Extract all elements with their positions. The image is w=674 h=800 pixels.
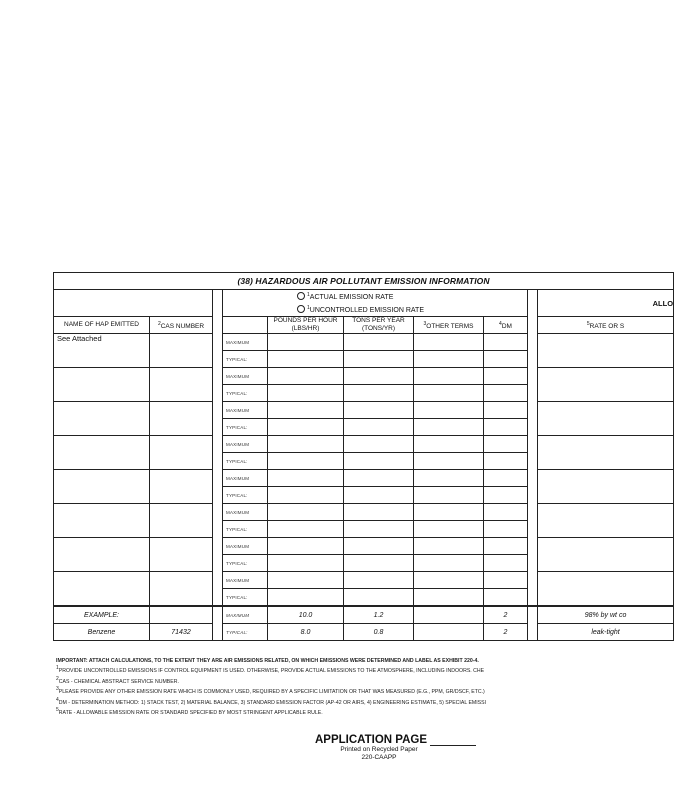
example-typ-tons: 0.8 <box>344 624 414 641</box>
cas-number-field[interactable] <box>150 504 213 538</box>
typ-other-field[interactable] <box>414 385 484 402</box>
radio-circle-icon[interactable] <box>297 305 305 313</box>
example-max-label: MAXIMUM <box>223 606 268 624</box>
typ-tons-field[interactable] <box>344 521 414 538</box>
example-label: EXAMPLE: <box>54 606 150 624</box>
max-lbs-field[interactable] <box>268 572 344 589</box>
hap-name-field[interactable] <box>54 436 150 470</box>
section-title: (38) HAZARDOUS AIR POLLUTANT EMISSION INFORMATION <box>54 273 674 290</box>
hap-row <box>54 334 674 351</box>
typical-label: TYPICAL: <box>223 351 268 368</box>
typical-label: TYPICAL: <box>223 555 268 572</box>
example-name: Benzene <box>54 624 150 641</box>
maximum-label: MAXIMUM <box>223 504 268 521</box>
form-number: 220-CAAPP <box>361 754 397 761</box>
hap-row <box>54 368 674 385</box>
typ-dm-field[interactable] <box>484 555 528 572</box>
hap-name-field[interactable] <box>54 504 150 538</box>
typ-other-field[interactable] <box>414 351 484 368</box>
maximum-label: MAXIMUM <box>223 334 268 351</box>
typ-dm-field[interactable] <box>484 589 528 607</box>
rate-field[interactable] <box>538 436 674 470</box>
footnote-4: $^4$DM - DETERMINATION METHOD: 1) STACK TEST, 2) MATERIAL BALANCE, 3) STANDARD EMISSION FACTOR (AP-42 OR AIRS, 4) ENGINEERING ESTIMATE, 5) SPECIAL EMISSI <box>56 696 487 706</box>
typical-label: TYPICAL: <box>223 453 268 470</box>
rate-field[interactable] <box>538 334 674 368</box>
col-tons-header: TONS PER YEAR (TONS/YR) <box>344 317 414 334</box>
application-page-label: APPLICATION PAGE <box>315 734 428 746</box>
max-lbs-field[interactable] <box>268 470 344 487</box>
typ-lbs-field[interactable] <box>268 589 344 607</box>
typ-lbs-field[interactable] <box>268 453 344 470</box>
typ-lbs-field[interactable] <box>268 521 344 538</box>
max-other-field[interactable] <box>414 436 484 453</box>
max-lbs-field[interactable] <box>268 504 344 521</box>
example-max-tons: 1.2 <box>344 606 414 624</box>
maximum-label: MAXIMUM <box>223 402 268 419</box>
cas-number-field[interactable] <box>150 402 213 436</box>
typical-label: TYPICAL: <box>223 419 268 436</box>
page-footer <box>315 734 495 762</box>
typ-dm-field[interactable] <box>484 453 528 470</box>
typ-lbs-field[interactable] <box>268 487 344 504</box>
max-tons-field[interactable] <box>344 436 414 453</box>
typ-tons-field[interactable] <box>344 555 414 572</box>
max-dm-field[interactable] <box>484 504 528 521</box>
cas-number-field[interactable] <box>150 538 213 572</box>
hap-emission-form <box>53 272 674 657</box>
typ-lbs-field[interactable] <box>268 351 344 368</box>
max-lbs-field[interactable] <box>268 368 344 385</box>
example-rate-typ: leak-tight <box>538 624 674 641</box>
rate-field[interactable] <box>538 504 674 538</box>
max-tons-field[interactable] <box>344 504 414 521</box>
rate-field[interactable] <box>538 538 674 572</box>
important-note: IMPORTANT: ATTACH CALCULATIONS, TO THE EXTENT THEY ARE AIR EMISSIONS RELATED, ON WHICH EMISSIONS WERE DETERMINED AND LABEL AS EXHIBIT 220-4. <box>56 658 479 664</box>
rate-field[interactable] <box>538 368 674 402</box>
hap-name-field[interactable] <box>54 538 150 572</box>
typical-label: TYPICAL: <box>223 589 268 607</box>
max-tons-field[interactable] <box>344 368 414 385</box>
col-cas-header: $^2$CAS NUMBER <box>150 317 213 334</box>
max-tons-field[interactable] <box>344 402 414 419</box>
max-dm-field[interactable] <box>484 436 528 453</box>
max-dm-field[interactable] <box>484 334 528 351</box>
hap-name-field[interactable] <box>54 470 150 504</box>
typ-other-field[interactable] <box>414 521 484 538</box>
max-lbs-field[interactable] <box>268 402 344 419</box>
col-rate-header: $^5$RATE OR S <box>538 317 674 334</box>
typ-other-field[interactable] <box>414 589 484 607</box>
example-typ-lbs: 8.0 <box>268 624 344 641</box>
footnote-3: $^3$PLEASE PROVIDE ANY OTHER EMISSION RATE WHICH IS COMMONLY USED, REQUIRED BY A SPECIFIC LIMITATION OR THAT WAS MEASURED (E.G., PPM, GR/DSCF, ETC.) <box>56 686 485 696</box>
col-dm-header: $^4$DM <box>484 317 528 334</box>
typ-dm-field[interactable] <box>484 521 528 538</box>
typ-tons-field[interactable] <box>344 419 414 436</box>
hap-row <box>54 572 674 589</box>
page-number-blank[interactable] <box>430 734 476 746</box>
example-max-dm: 2 <box>484 606 528 624</box>
max-tons-field[interactable] <box>344 334 414 351</box>
maximum-label: MAXIMUM <box>223 436 268 453</box>
typ-dm-field[interactable] <box>484 385 528 402</box>
blank-cell <box>54 290 213 317</box>
example-typ-dm: 2 <box>484 624 528 641</box>
typical-label: TYPICAL: <box>223 521 268 538</box>
radio-actual-emission-rate[interactable]: $^1$ACTUAL EMISSION RATE <box>297 290 527 303</box>
rate-field[interactable] <box>538 572 674 607</box>
hap-name-field[interactable] <box>54 368 150 402</box>
radio-circle-icon[interactable] <box>297 292 305 300</box>
typ-lbs-field[interactable] <box>268 555 344 572</box>
typ-lbs-field[interactable] <box>268 419 344 436</box>
maximum-label: MAXIMUM <box>223 538 268 555</box>
hap-row <box>54 538 674 555</box>
example-cas: 71432 <box>150 624 213 641</box>
hap-emission-table <box>53 272 674 641</box>
hap-name-field[interactable] <box>54 572 150 607</box>
hap-row <box>54 402 674 419</box>
recycled-paper-note: Printed on Recycled Paper <box>340 746 418 753</box>
typical-label: TYPICAL: <box>223 487 268 504</box>
max-other-field[interactable] <box>414 402 484 419</box>
max-tons-field[interactable] <box>344 470 414 487</box>
max-dm-field[interactable] <box>484 572 528 589</box>
max-other-field[interactable] <box>414 470 484 487</box>
typ-dm-field[interactable] <box>484 487 528 504</box>
maximum-label: MAXIMUM <box>223 368 268 385</box>
footnote-2: $^2$CAS - CHEMICAL ABSTRACT SERVICE NUMBER. <box>56 675 179 685</box>
example-typ-label: TYPICAL: <box>223 624 268 641</box>
maximum-label: MAXIMUM <box>223 470 268 487</box>
max-other-field[interactable] <box>414 538 484 555</box>
max-other-field[interactable] <box>414 334 484 351</box>
max-dm-field[interactable] <box>484 538 528 555</box>
typ-tons-field[interactable] <box>344 351 414 368</box>
typ-other-field[interactable] <box>414 555 484 572</box>
hap-name-field[interactable] <box>54 402 150 436</box>
hap-name-field[interactable]: See Attached <box>54 334 150 368</box>
max-lbs-field[interactable] <box>268 436 344 453</box>
max-tons-field[interactable] <box>344 538 414 555</box>
col-lbs-header: POUNDS PER HOUR (LBS/HR) <box>268 317 344 334</box>
typ-other-field[interactable] <box>414 487 484 504</box>
typ-dm-field[interactable] <box>484 419 528 436</box>
max-lbs-field[interactable] <box>268 538 344 555</box>
footnotes <box>56 658 626 717</box>
example-rate-max: 98% by wt co <box>538 606 674 624</box>
hap-row <box>54 436 674 453</box>
max-dm-field[interactable] <box>484 402 528 419</box>
cas-number-field[interactable] <box>150 368 213 402</box>
typ-other-field[interactable] <box>414 419 484 436</box>
col-name-header: NAME OF HAP EMITTED <box>54 317 150 334</box>
rate-field[interactable] <box>538 470 674 504</box>
typ-tons-field[interactable] <box>344 589 414 607</box>
cas-number-field[interactable] <box>150 572 213 607</box>
radio-uncontrolled-emission-rate[interactable]: $^1$UNCONTROLLED EMISSION RATE <box>297 303 527 316</box>
typ-dm-field[interactable] <box>484 351 528 368</box>
typ-tons-field[interactable] <box>344 453 414 470</box>
footnote-1: $^1$PROVIDE UNCONTROLLED EMISSIONS IF CONTROL EQUIPMENT IS USED. OTHERWISE, PROVIDE ACTUAL EMISSIONS TO THE ATMOSPHERE, INCLUDING INDOORS. CHE <box>56 665 485 675</box>
typ-other-field[interactable] <box>414 453 484 470</box>
typ-tons-field[interactable] <box>344 487 414 504</box>
rate-field[interactable] <box>538 402 674 436</box>
max-dm-field[interactable] <box>484 368 528 385</box>
hap-row <box>54 504 674 521</box>
emission-rate-options <box>223 290 528 317</box>
max-tons-field[interactable] <box>344 572 414 589</box>
cas-number-field[interactable] <box>150 470 213 504</box>
max-other-field[interactable] <box>414 368 484 385</box>
col-other-header: $^3$OTHER TERMS <box>414 317 484 334</box>
cas-number-field[interactable] <box>150 334 213 368</box>
example-max-lbs: 10.0 <box>268 606 344 624</box>
max-other-field[interactable] <box>414 504 484 521</box>
max-other-field[interactable] <box>414 572 484 589</box>
typ-tons-field[interactable] <box>344 385 414 402</box>
cas-number-field[interactable] <box>150 436 213 470</box>
typical-label: TYPICAL: <box>223 385 268 402</box>
footnote-5: $^5$RATE - ALLOWABLE EMISSION RATE OR STANDARD SPECIFIED BY MOST STRINGENT APPLICABLE RULE. <box>56 707 323 717</box>
typ-lbs-field[interactable] <box>268 385 344 402</box>
hap-row <box>54 470 674 487</box>
max-lbs-field[interactable] <box>268 334 344 351</box>
maximum-label: MAXIMUM <box>223 572 268 589</box>
allowable-header: ALLO <box>538 290 674 317</box>
max-dm-field[interactable] <box>484 470 528 487</box>
